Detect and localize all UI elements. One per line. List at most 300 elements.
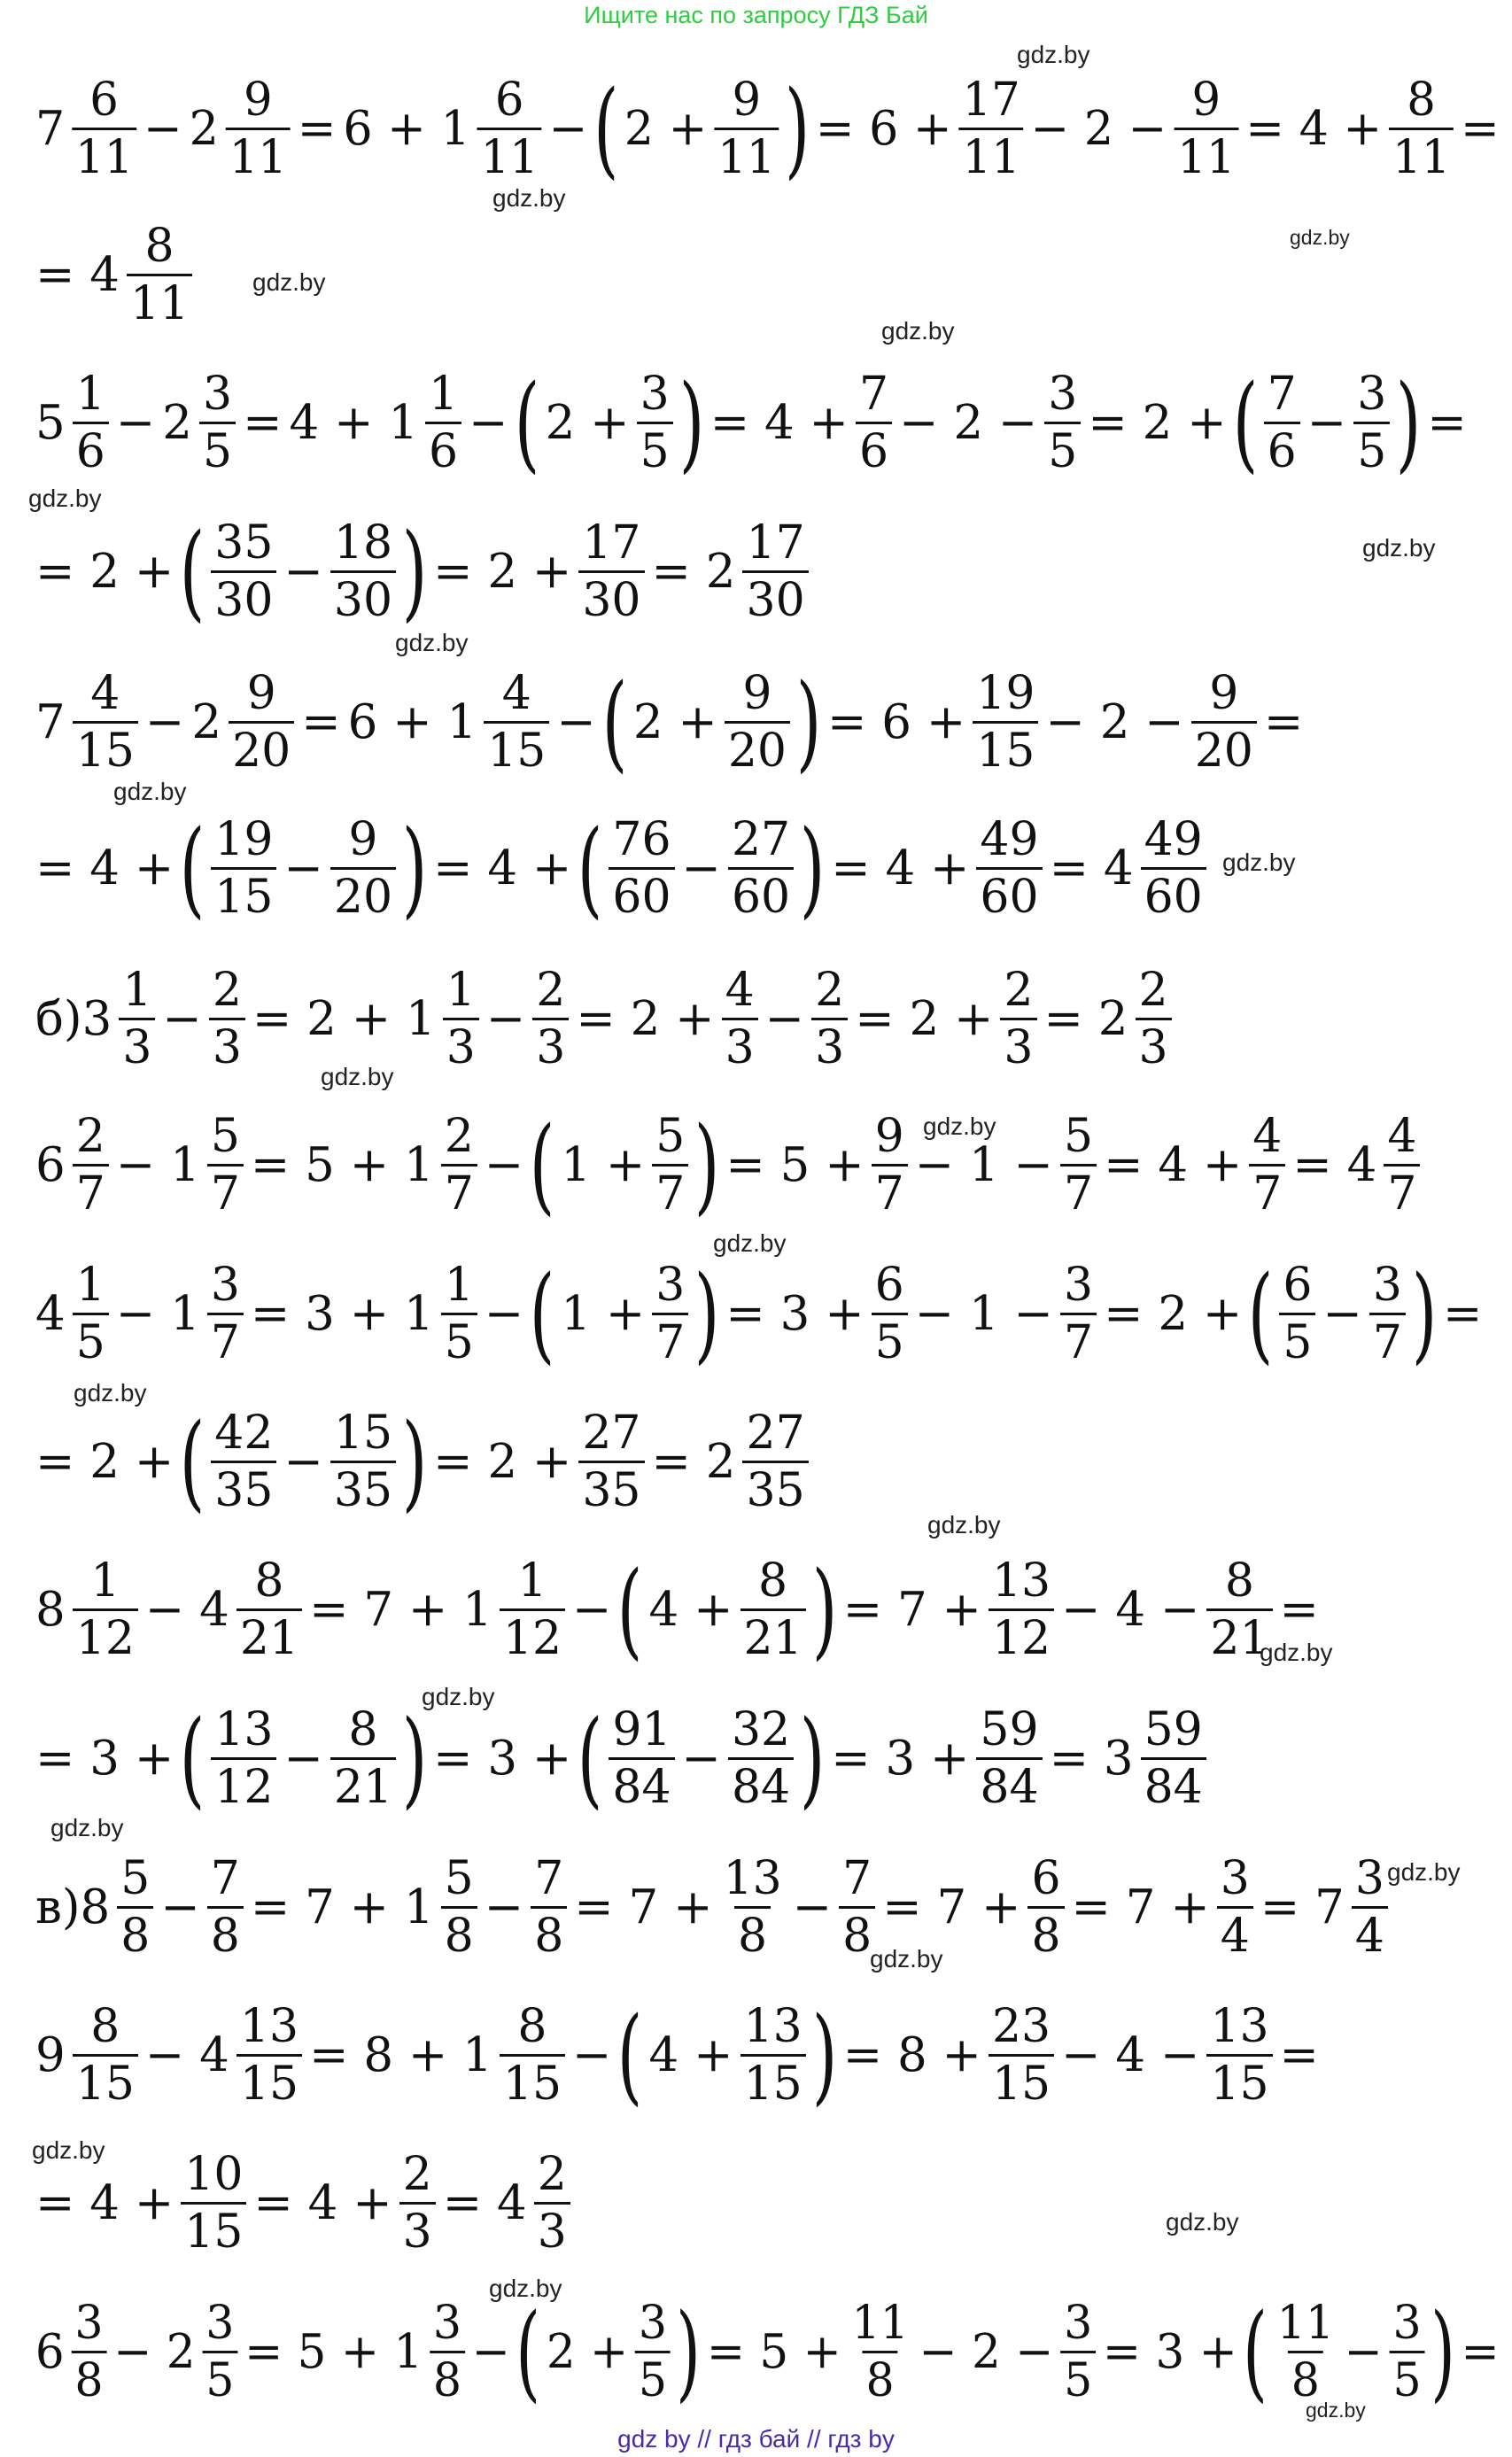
fraction xyxy=(1389,74,1454,183)
numerator: 1 xyxy=(122,963,152,1017)
math-text: = 3 + xyxy=(725,1286,865,1341)
fraction xyxy=(652,1260,688,1368)
right-paren: ) xyxy=(784,67,810,190)
fraction xyxy=(532,965,569,1073)
denominator: 21 xyxy=(330,1757,396,1813)
math-text: = 7 + xyxy=(842,1582,981,1637)
numerator: 4 xyxy=(1387,1109,1417,1163)
numerator: 6 xyxy=(1031,1851,1061,1905)
numerator: 7 xyxy=(1267,367,1297,421)
denominator: 8 xyxy=(71,2351,106,2407)
math-text: − xyxy=(143,101,182,156)
fraction xyxy=(1352,1853,1388,1962)
fraction xyxy=(652,1111,688,1220)
equation-line xyxy=(32,655,1307,788)
denominator: 11 xyxy=(1174,128,1238,183)
numerator: 13 xyxy=(239,1999,299,2053)
math-text: 8 xyxy=(35,1582,66,1637)
left-paren: ( xyxy=(1243,2290,1268,2413)
fraction xyxy=(740,1555,806,1664)
denominator: 5 xyxy=(1279,1313,1315,1368)
denominator: 3 xyxy=(722,1018,758,1073)
math-text: − xyxy=(485,991,526,1046)
fraction xyxy=(73,2001,138,2110)
math-text: − xyxy=(556,694,596,749)
denominator: 5 xyxy=(202,2351,237,2407)
math-text: = 4 xyxy=(35,247,120,302)
denominator: 60 xyxy=(609,867,674,923)
denominator: 3 xyxy=(399,2202,436,2258)
numerator: 3 xyxy=(655,1258,686,1312)
numerator: 9 xyxy=(742,666,772,720)
denominator: 15 xyxy=(181,2202,246,2258)
fraction xyxy=(73,1555,138,1664)
numerator: 59 xyxy=(1144,1702,1203,1756)
math-text: − xyxy=(471,2324,510,2379)
fraction xyxy=(207,1260,244,1368)
denominator: 5 xyxy=(635,2351,671,2407)
fraction xyxy=(1060,2298,1096,2407)
math-text: − xyxy=(1322,1286,1362,1341)
numerator: 3 xyxy=(1357,367,1387,421)
math-text: в)8 xyxy=(35,1880,111,1934)
math-text: 1 + xyxy=(561,1137,646,1192)
denominator: 11 xyxy=(714,128,779,183)
fraction xyxy=(1279,1260,1315,1368)
numerator: 5 xyxy=(120,1851,151,1905)
math-text: − 2 xyxy=(113,2324,196,2379)
numerator: 9 xyxy=(874,1109,904,1163)
right-paren: ) xyxy=(811,1548,837,1670)
watermark: gdz.by xyxy=(1387,1858,1461,1886)
denominator: 15 xyxy=(500,2054,565,2110)
numerator: 27 xyxy=(582,1406,641,1460)
math-text: = xyxy=(1279,2027,1319,2082)
denominator: 20 xyxy=(725,721,790,777)
fraction xyxy=(441,1260,477,1368)
watermark: gdz.by xyxy=(881,317,955,345)
denominator: 7 xyxy=(1060,1164,1097,1220)
fraction xyxy=(872,1111,908,1220)
math-text: = 2 + 1 xyxy=(252,991,436,1046)
numerator: 9 xyxy=(243,73,273,127)
math-text: = 4 + xyxy=(709,395,849,450)
math-text: − xyxy=(484,1880,524,1934)
equation-line xyxy=(32,802,1210,934)
math-text: 7 xyxy=(35,694,66,749)
math-text: − xyxy=(283,841,323,895)
fraction xyxy=(236,1555,302,1664)
equation-line xyxy=(32,1395,812,1528)
fraction xyxy=(714,74,779,183)
denominator: 5 xyxy=(199,422,236,477)
denominator: 12 xyxy=(73,1608,138,1664)
math-text: 2 + xyxy=(632,694,717,749)
right-paren: ) xyxy=(799,1697,826,1819)
math-text: − 2 − xyxy=(899,395,1038,450)
numerator: 9 xyxy=(732,73,762,127)
math-text: = 3 + xyxy=(35,1731,174,1786)
math-text: = xyxy=(1427,395,1467,450)
math-text: = 8 + 1 xyxy=(309,2027,492,2082)
fraction xyxy=(229,668,294,777)
denominator: 3 xyxy=(443,1018,479,1073)
math-text: − xyxy=(283,544,323,599)
denominator: 3 xyxy=(1000,1018,1036,1073)
fraction xyxy=(578,517,644,626)
fraction xyxy=(1390,2298,1425,2407)
numerator: 8 xyxy=(348,1702,378,1756)
math-text: 2 xyxy=(191,694,222,749)
denominator: 15 xyxy=(484,721,549,777)
numerator: 2 xyxy=(1138,963,1168,1017)
math-text: − 1 − xyxy=(914,1137,1053,1192)
right-paren: ) xyxy=(678,361,704,484)
numerator: 6 xyxy=(494,73,524,127)
denominator: 60 xyxy=(976,867,1042,923)
fraction xyxy=(1044,368,1081,477)
math-text: 4 + xyxy=(648,2027,733,2082)
fraction xyxy=(959,74,1024,183)
math-text: − xyxy=(792,1880,833,1934)
denominator: 15 xyxy=(740,2054,806,2110)
math-text: − 4 xyxy=(144,1582,229,1637)
denominator: 60 xyxy=(728,867,794,923)
math-text: − xyxy=(1344,2324,1383,2379)
math-text: = 2 + xyxy=(576,991,715,1046)
numerator: 5 xyxy=(210,1109,240,1163)
denominator: 5 xyxy=(872,1313,908,1368)
left-paren: ( xyxy=(179,1697,205,1819)
fraction xyxy=(989,2001,1054,2110)
fraction xyxy=(1136,965,1172,1073)
numerator: 19 xyxy=(976,666,1035,720)
numerator: 8 xyxy=(90,1999,120,2053)
math-text: б)3 xyxy=(35,991,112,1046)
numerator: 1 xyxy=(429,367,459,421)
right-paren: ) xyxy=(401,1697,428,1819)
numerator: 4 xyxy=(1252,1109,1283,1163)
left-paren: ( xyxy=(601,661,628,783)
numerator: 8 xyxy=(517,1999,547,2053)
denominator: 7 xyxy=(207,1164,244,1220)
fraction xyxy=(1206,2001,1272,2110)
fraction xyxy=(728,814,794,923)
denominator: 15 xyxy=(211,867,276,923)
fraction xyxy=(330,814,396,923)
numerator: 7 xyxy=(210,1851,240,1905)
numerator: 8 xyxy=(1407,73,1436,127)
denominator: 5 xyxy=(1353,422,1390,477)
numerator: 59 xyxy=(980,1702,1039,1756)
numerator: 42 xyxy=(214,1406,274,1460)
watermark: gdz.by xyxy=(1362,534,1436,562)
numerator: 8 xyxy=(758,1554,788,1608)
fraction xyxy=(811,965,848,1073)
numerator: 1 xyxy=(90,1554,120,1608)
numerator: 27 xyxy=(746,1406,805,1460)
denominator: 21 xyxy=(740,1608,806,1664)
fraction xyxy=(1141,1704,1206,1813)
math-text: = 2 + xyxy=(35,1434,174,1489)
watermark: gdz.by xyxy=(28,484,102,512)
watermark: gdz.by xyxy=(74,1379,147,1407)
numerator: 15 xyxy=(333,1406,393,1460)
denominator: 11 xyxy=(959,128,1024,183)
denominator: 20 xyxy=(1191,721,1257,777)
math-text: − 4 xyxy=(144,2027,229,2082)
right-paren: ) xyxy=(1431,2290,1455,2413)
math-text: = 2 + xyxy=(1104,1286,1243,1341)
denominator: 6 xyxy=(856,422,892,477)
math-text: − 1 − xyxy=(914,1286,1053,1341)
denominator: 5 xyxy=(441,1313,477,1368)
math-text: − xyxy=(144,694,185,749)
numerator: 2 xyxy=(75,1109,105,1163)
fraction xyxy=(1000,965,1036,1073)
math-text: − 2 − xyxy=(1030,101,1167,156)
denominator: 84 xyxy=(976,1757,1042,1813)
math-text: = 4 xyxy=(442,2175,527,2230)
math-text: = 7 + xyxy=(882,1880,1021,1934)
fraction xyxy=(637,368,673,477)
denominator: 7 xyxy=(73,1164,109,1220)
math-text: = xyxy=(1461,2324,1500,2379)
numerator: 1 xyxy=(517,1554,547,1608)
math-text: = xyxy=(301,694,341,749)
fraction xyxy=(578,1407,644,1516)
watermark: gdz.by xyxy=(492,184,566,212)
fraction xyxy=(119,965,155,1073)
denominator: 15 xyxy=(989,2054,1054,2110)
denominator: 6 xyxy=(1264,422,1300,477)
denominator: 8 xyxy=(1027,1906,1064,1962)
denominator: 8 xyxy=(863,2351,898,2407)
fraction xyxy=(534,2149,570,2258)
watermark: gdz.by xyxy=(713,1229,787,1257)
watermark: gdz.by xyxy=(923,1112,996,1140)
fraction xyxy=(73,668,138,777)
math-text: = 2 + xyxy=(1088,395,1227,450)
math-text: 2 xyxy=(189,101,219,156)
denominator: 8 xyxy=(839,1906,875,1962)
numerator: 7 xyxy=(858,367,889,421)
numerator: 9 xyxy=(348,812,378,866)
math-text: − 2 − xyxy=(1045,694,1184,749)
fraction xyxy=(720,1853,786,1962)
left-paren: ( xyxy=(529,1252,555,1375)
watermark: gdz.by xyxy=(1306,2399,1366,2422)
math-text: − xyxy=(484,1286,524,1341)
math-text: − 4 − xyxy=(1061,1582,1200,1637)
watermark: gdz.by xyxy=(395,629,469,656)
fraction xyxy=(226,74,291,183)
numerator: 8 xyxy=(144,219,174,273)
math-text: = 4 + xyxy=(433,841,572,895)
math-text: = 2 + xyxy=(433,544,572,599)
math-text: − 1 xyxy=(115,1286,200,1341)
numerator: 35 xyxy=(214,515,274,570)
left-paren: ( xyxy=(617,1548,643,1670)
denominator: 3 xyxy=(119,1018,155,1073)
denominator: 4 xyxy=(1217,1906,1253,1962)
fraction xyxy=(477,74,542,183)
watermark: gdz.by xyxy=(1017,41,1090,68)
numerator: 13 xyxy=(991,1554,1051,1608)
right-paren: ) xyxy=(811,1994,837,2116)
equation-line xyxy=(32,1247,1485,1380)
numerator: 3 xyxy=(1354,1851,1384,1905)
denominator: 12 xyxy=(211,1757,276,1813)
denominator: 7 xyxy=(1384,1164,1420,1220)
numerator: 6 xyxy=(89,73,119,127)
fraction xyxy=(117,1853,153,1962)
fraction xyxy=(609,1704,674,1813)
numerator: 1 xyxy=(75,367,105,421)
math-text: = 3 + 1 xyxy=(250,1286,434,1341)
math-text: = 2 xyxy=(651,1434,736,1489)
equation-line xyxy=(32,1098,1423,1231)
math-text: = 3 + xyxy=(831,1731,970,1786)
math-text: − xyxy=(115,395,156,450)
fraction xyxy=(1174,74,1238,183)
denominator: 30 xyxy=(742,570,808,626)
fraction xyxy=(202,2298,237,2407)
fraction xyxy=(430,2298,465,2407)
numerator: 3 xyxy=(1048,367,1078,421)
math-text: − xyxy=(572,1582,612,1637)
math-text: = 4 + xyxy=(35,841,174,895)
math-text: 5 xyxy=(35,395,66,450)
math-text: − xyxy=(548,101,588,156)
denominator: 6 xyxy=(73,422,109,477)
math-text: = 7 + xyxy=(574,1880,713,1934)
numerator: 2 xyxy=(444,1109,474,1163)
numerator: 17 xyxy=(582,515,641,570)
fraction xyxy=(72,74,136,183)
left-paren: ( xyxy=(529,1104,555,1226)
numerator: 13 xyxy=(214,1702,274,1756)
numerator: 32 xyxy=(731,1702,791,1756)
search-banner: Ищите нас по запросу ГДЗ Бай xyxy=(584,2,928,28)
numerator: 6 xyxy=(874,1258,904,1312)
denominator: 35 xyxy=(578,1461,644,1516)
math-text: = 4 + xyxy=(35,2175,174,2230)
numerator: 5 xyxy=(655,1109,686,1163)
left-paren: ( xyxy=(179,1400,205,1523)
fraction xyxy=(330,517,396,626)
fraction xyxy=(1249,1111,1285,1220)
numerator: 9 xyxy=(1209,666,1239,720)
fraction xyxy=(330,1704,396,1813)
numerator: 3 xyxy=(1064,2296,1093,2350)
math-text: 6 + 1 xyxy=(347,694,477,749)
math-text: = 3 + xyxy=(1102,2324,1237,2379)
numerator: 4 xyxy=(725,963,755,1017)
fraction xyxy=(976,1704,1042,1813)
denominator: 3 xyxy=(811,1018,848,1073)
right-paren: ) xyxy=(1396,361,1422,484)
numerator: 13 xyxy=(723,1851,782,1905)
math-text: = 2 xyxy=(651,544,736,599)
denominator: 5 xyxy=(637,422,673,477)
denominator: 5 xyxy=(73,1313,109,1368)
left-paren: ( xyxy=(593,67,619,190)
math-text: − xyxy=(283,1731,323,1786)
numerator: 17 xyxy=(746,515,805,570)
numerator: 3 xyxy=(74,2296,104,2350)
numerator: 11 xyxy=(1276,2296,1334,2350)
numerator: 8 xyxy=(1224,1554,1254,1608)
fraction xyxy=(849,2298,912,2407)
math-text: 2 + xyxy=(546,2324,629,2379)
denominator: 11 xyxy=(127,274,192,329)
math-text: = 2 + xyxy=(35,544,174,599)
denominator: 30 xyxy=(578,570,644,626)
denominator: 20 xyxy=(330,867,396,923)
watermark: gdz.by xyxy=(422,1683,495,1710)
denominator: 7 xyxy=(652,1164,688,1220)
denominator: 7 xyxy=(1249,1164,1285,1220)
denominator: 7 xyxy=(1060,1313,1097,1368)
fraction xyxy=(211,517,276,626)
math-text: 6 + 1 xyxy=(343,101,470,156)
denominator: 35 xyxy=(211,1461,276,1516)
denominator: 7 xyxy=(652,1313,688,1368)
fraction xyxy=(1060,1111,1097,1220)
fraction xyxy=(73,1260,109,1368)
math-text: 2 + xyxy=(545,395,630,450)
denominator: 15 xyxy=(973,721,1038,777)
numerator: 13 xyxy=(743,1999,803,2053)
fraction xyxy=(236,2001,302,2110)
denominator: 30 xyxy=(211,570,276,626)
footer-links[interactable]: gdz by // гдз бай // гдз by xyxy=(617,2425,895,2453)
numerator: 5 xyxy=(444,1851,474,1905)
fraction xyxy=(73,1111,109,1220)
left-paren: ( xyxy=(617,1994,643,2116)
numerator: 3 xyxy=(1372,1258,1402,1312)
left-paren: ( xyxy=(516,2290,541,2413)
numerator: 1 xyxy=(444,1258,474,1312)
math-text: − 2 − xyxy=(919,2324,1054,2379)
numerator: 18 xyxy=(333,515,393,570)
math-text: 4 xyxy=(35,1286,66,1341)
denominator: 12 xyxy=(989,1608,1054,1664)
denominator: 11 xyxy=(477,128,542,183)
denominator: 8 xyxy=(1288,2351,1323,2407)
denominator: 8 xyxy=(441,1906,477,1962)
math-text: 6 xyxy=(35,1137,66,1192)
denominator: 8 xyxy=(734,1906,771,1962)
numerator: 3 xyxy=(1392,2296,1422,2350)
math-text: = xyxy=(1460,101,1500,156)
numerator: 4 xyxy=(501,666,531,720)
fraction xyxy=(441,1111,477,1220)
fraction xyxy=(531,1853,567,1962)
math-text: = 4 + xyxy=(1104,1137,1243,1192)
fraction xyxy=(425,368,461,477)
right-paren: ) xyxy=(401,510,428,632)
watermark: gdz.by xyxy=(1166,2208,1239,2236)
denominator: 21 xyxy=(1206,1608,1272,1664)
denominator: 15 xyxy=(1206,2054,1272,2110)
equation-line xyxy=(32,1988,1322,2121)
denominator: 30 xyxy=(330,570,396,626)
math-text: = 7 xyxy=(1260,1880,1345,1934)
fraction xyxy=(73,368,109,477)
math-text: − 4 − xyxy=(1061,2027,1200,2082)
